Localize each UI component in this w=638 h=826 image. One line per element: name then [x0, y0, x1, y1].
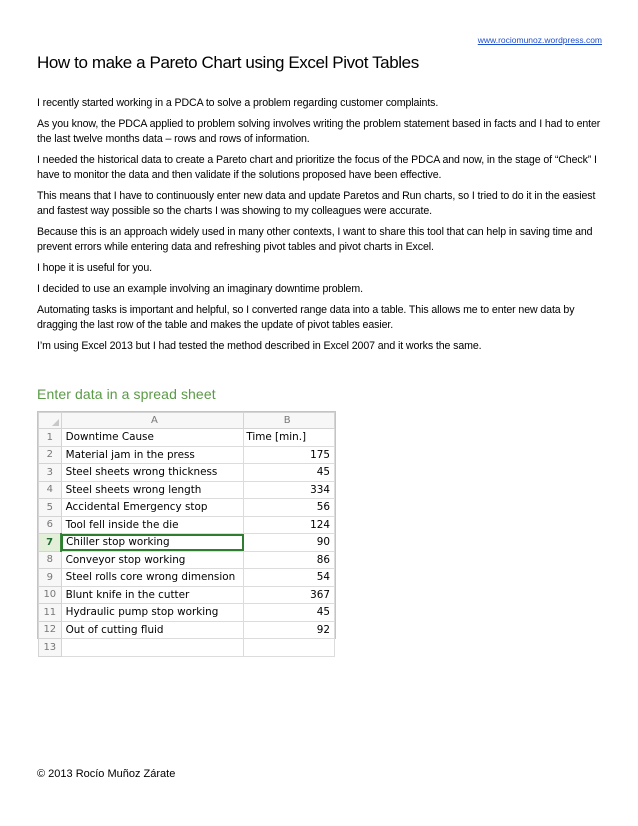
cell-cause: Hydraulic pump stop working: [61, 604, 244, 622]
cell-time: 45: [244, 604, 335, 622]
column-header-b: B: [244, 413, 335, 429]
cell-cause: Accidental Emergency stop: [61, 499, 244, 517]
table-row: [39, 429, 335, 447]
select-all-corner: [39, 413, 62, 429]
article-body: [37, 96, 603, 360]
cell-cause-selected: Chiller stop working: [61, 534, 244, 552]
cell-time: 124: [244, 516, 335, 534]
row-number: 1: [39, 429, 62, 447]
cell-time: 367: [244, 586, 335, 604]
table-row: [39, 621, 335, 639]
section-heading: Enter data in a spread sheet: [37, 386, 216, 402]
cell-empty: [244, 639, 335, 657]
row-number: 10: [39, 586, 62, 604]
row-number: 5: [39, 499, 62, 517]
cell-cause: Material jam in the press: [61, 446, 244, 464]
table-row: [39, 551, 335, 569]
paragraph: I’m using Excel 2013 but I had tested the method described in Excel 2007 and it works the same.: [37, 340, 482, 352]
table-row: [39, 516, 335, 534]
column-header-a: A: [61, 413, 244, 429]
cell-time: 175: [244, 446, 335, 464]
paragraph: I hope it is useful for you.: [37, 262, 152, 274]
table-row: [39, 481, 335, 499]
cell-time: 86: [244, 551, 335, 569]
column-header-row: [39, 413, 335, 429]
cell-cause: Steel sheets wrong length: [61, 481, 244, 499]
row-number: 12: [39, 621, 62, 639]
cell-cause: Blunt knife in the cutter: [61, 586, 244, 604]
cell-cause: Steel sheets wrong thickness: [61, 464, 244, 482]
cell-cause: Out of cutting fluid: [61, 621, 244, 639]
cell-cause: Tool fell inside the die: [61, 516, 244, 534]
table-row: [39, 639, 335, 657]
row-number-active: 7: [39, 534, 62, 552]
table-row: [39, 534, 335, 552]
paragraph: As you know, the PDCA applied to problem solving involves writing the problem statement based in facts and I had to enter the last twelve months data – rows and rows of information.: [37, 118, 601, 145]
row-number: 11: [39, 604, 62, 622]
site-link[interactable]: www.rociomunoz.wordpress.com: [477, 35, 602, 45]
paragraph: I recently started working in a PDCA to solve a problem regarding customer complaints.: [37, 97, 439, 109]
spreadsheet-screenshot: [37, 411, 336, 653]
row-number: 6: [39, 516, 62, 534]
table-row: [39, 446, 335, 464]
table-row: [39, 569, 335, 587]
row-number: 3: [39, 464, 62, 482]
cell-header-time: Time [min.]: [244, 429, 335, 447]
paragraph: This means that I have to continuously enter new data and update Paretos and Run charts, so I tried to do it in the easiest and fastest way possible so the charts I was showing to my colleagues were accurate.: [37, 190, 596, 217]
table-row: [39, 604, 335, 622]
row-number: 9: [39, 569, 62, 587]
row-number: 4: [39, 481, 62, 499]
paragraph: Because this is an approach widely used in many other contexts, I want to share this tool that can help in saving time and prevent errors while entering data and refreshing pivot tables and pivot charts in Excel.: [37, 226, 593, 253]
cell-time: 56: [244, 499, 335, 517]
cell-time: 90: [244, 534, 335, 552]
cell-header-cause: Downtime Cause: [61, 429, 244, 447]
cell-time: 92: [244, 621, 335, 639]
row-number: 2: [39, 446, 62, 464]
paragraph: I needed the historical data to create a Pareto chart and prioritize the focus of the PDCA and now, in the stage of “Check” I have to monitor the data and then validate if the solutions proposed have been effective.: [37, 154, 597, 181]
table-row: [39, 464, 335, 482]
cell-time: 54: [244, 569, 335, 587]
paragraph: I decided to use an example involving an imaginary downtime problem.: [37, 283, 363, 295]
table-row: [39, 586, 335, 604]
page-title: How to make a Pareto Chart using Excel Pivot Tables: [37, 53, 419, 72]
row-number: 8: [39, 551, 62, 569]
cell-time: 334: [244, 481, 335, 499]
spreadsheet-grid: [38, 412, 335, 657]
footer-copyright: © 2013 Rocío Muñoz Zárate: [37, 768, 176, 780]
cell-empty: [61, 639, 244, 657]
row-number: 13: [39, 639, 62, 657]
cell-cause: Conveyor stop working: [61, 551, 244, 569]
paragraph: Automating tasks is important and helpful, so I converted range data into a table. This allows me to enter new data by dragging the last row of the table and makes the update of pivot tables easier.: [37, 304, 575, 331]
table-row: [39, 499, 335, 517]
cell-cause: Steel rolls core wrong dimension: [61, 569, 244, 587]
cell-time: 45: [244, 464, 335, 482]
